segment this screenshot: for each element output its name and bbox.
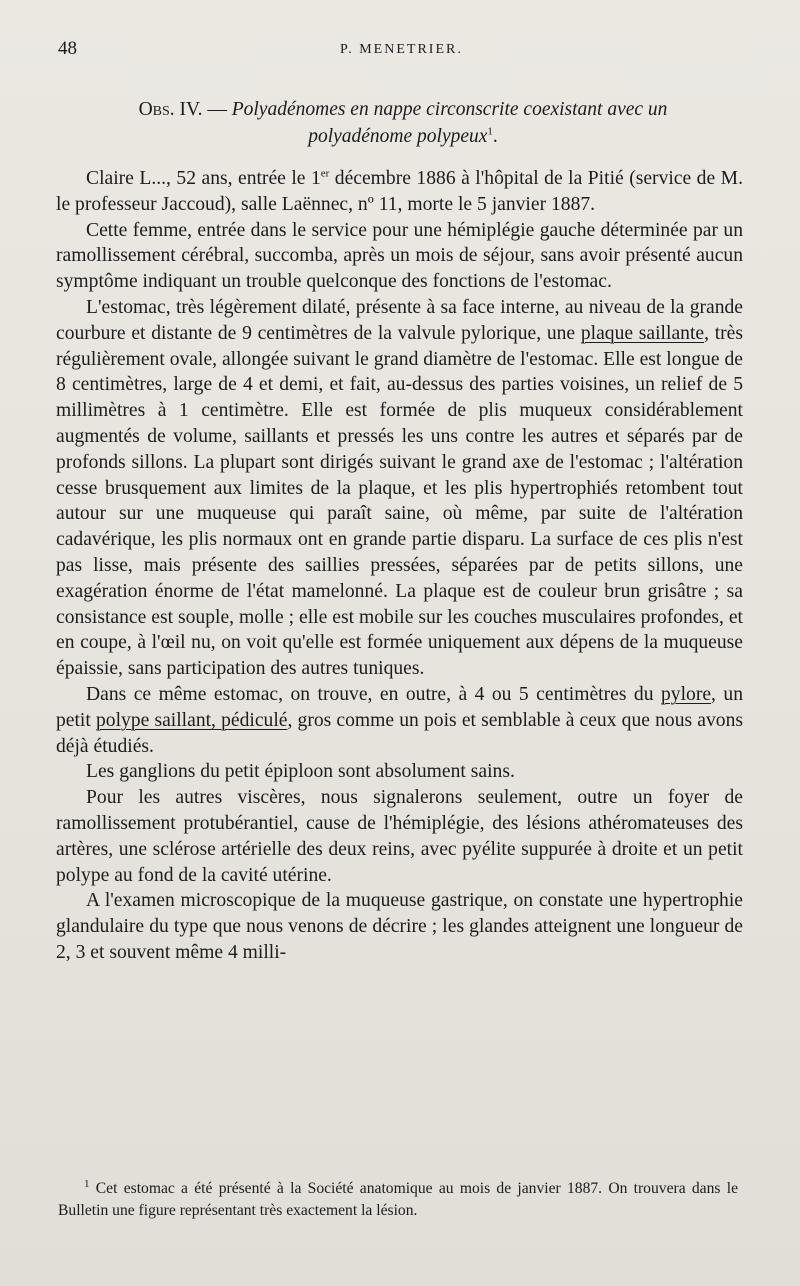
p3-text-a: L'estomac, très légèrement dilaté, présente à sa face interne, au niveau de la grande courbure et distante de 9 centimètres de la valvule pylorique, une [56,296,743,344]
paragraph-7: A l'examen microscopique de la muqueuse gastrique, on constate une hypertrophie glandulaire du type que nous venons de décrire ; les glandes atteignent une longueur de 2, 3 et souvent même 4 milli- [56,890,743,963]
paragraph-1 [56,166,743,218]
footnote-text: Cet estomac a été présenté à la Société anatomique au mois de janvier 1887. On trouvera dans le Bulletin une figure représentant très exactement la lésion. [58,1180,738,1219]
p4-underlined-polype: polype saillant, pédiculé [95,709,288,731]
title-line-2: polyadénome polypeux [308,126,488,147]
p1-text-a: Claire L..., 52 ans, entrée le 1 [86,168,321,189]
running-head [58,38,760,62]
paragraph-6: Pour les autres viscères, nous signalerons seulement, outre un foyer de ramollissement protubérantiel, cause de l'hémiplégie, des lésions athéromateuses des artères, une sclérose artérielle des deux reins, avec pyélite suppurée à droite et un petit polype au fond de la cavité utérine. [56,787,743,886]
title-footnote-marker: 1 [487,125,493,138]
p4-underlined-pylore: pylore [660,683,712,705]
footnote [58,1178,738,1222]
paragraph-5: Les ganglions du petit épiploon sont absolument sains. [86,761,515,783]
p4-text-c: , gros comme un pois et semblable à ceux que nous avons déjà étudiés. [56,709,744,757]
p1-superscript: er [320,167,330,180]
paragraph-4 [56,682,743,759]
paragraph-3 [56,295,743,682]
observation-title [48,96,758,150]
paragraph-2: Cette femme, entrée dans le service pour une hémiplégie gauche déterminée par un ramollissement cérébral, succomba, après un mois de séjour, sans avoir présenté aucun symptôme indiquant un trouble quelconque des fonctions de l'estomac. [56,219,743,293]
p3-text-b: , très régulièrement ovale, allongée suivant le grand diamètre de l'estomac. Elle est longue de 8 centimètres, large de 4 et demi, et fait, au-dessus des parties voisines, un relief de 5 millimètres à 1 centimètre. Elle est formée de plis muqueux considérablement augmentés de volume, saillants et pressés les uns contre les autres et séparés par de profonds sillons. La plupart sont dirigés suivant le grand axe de l'estomac ; l'altération cesse brusquement aux limites de la plaque, et les plis hypertrophiés retombent tout autour sur une muqueuse qui paraît saine, où même, par suite de l'altération cadavérique, les plis normaux ont en grande partie disparu. La surface de ces plis n'est pas lisse, mais présente des saillies pressées, séparées par de petits sillons, une exagération énorme de l'état mamelonné. La plaque est de couleur brun grisâtre ; sa consistance est souple, molle ; elle est mobile sur les couches musculaires profondes, et en coupe, à l'œil nu, on voit qu'elle est formée uniquement aux dépens de la muqueuse épaissie, sans participation des autres tuniques. [56,322,744,680]
title-line-1: Polyadénomes en nappe circonscrite coexistant avec un [231,99,668,120]
footnote-paragraph [58,1178,738,1222]
running-title: P. MENETRIER. [340,42,463,57]
page-number: 48 [58,38,77,59]
footnote-marker: 1 [84,1177,90,1190]
p3-underlined-text: plaque saillante [580,322,705,344]
p1-text-b: décembre 1886 à l'hôpital de la Pitié (service de M. le professeur Jaccoud), salle Laënnec, nº 11, morte le 5 janvier 1887. [56,168,743,215]
body-text [56,166,743,966]
p4-text-b: , un petit [56,683,743,731]
title-end: . [492,126,498,147]
title-dash: — [202,99,232,120]
observation-label: Obs. IV. [138,99,203,120]
p4-text-a: Dans ce même estomac, on trouve, en outre, à 4 ou 5 centimètres du [86,683,661,705]
